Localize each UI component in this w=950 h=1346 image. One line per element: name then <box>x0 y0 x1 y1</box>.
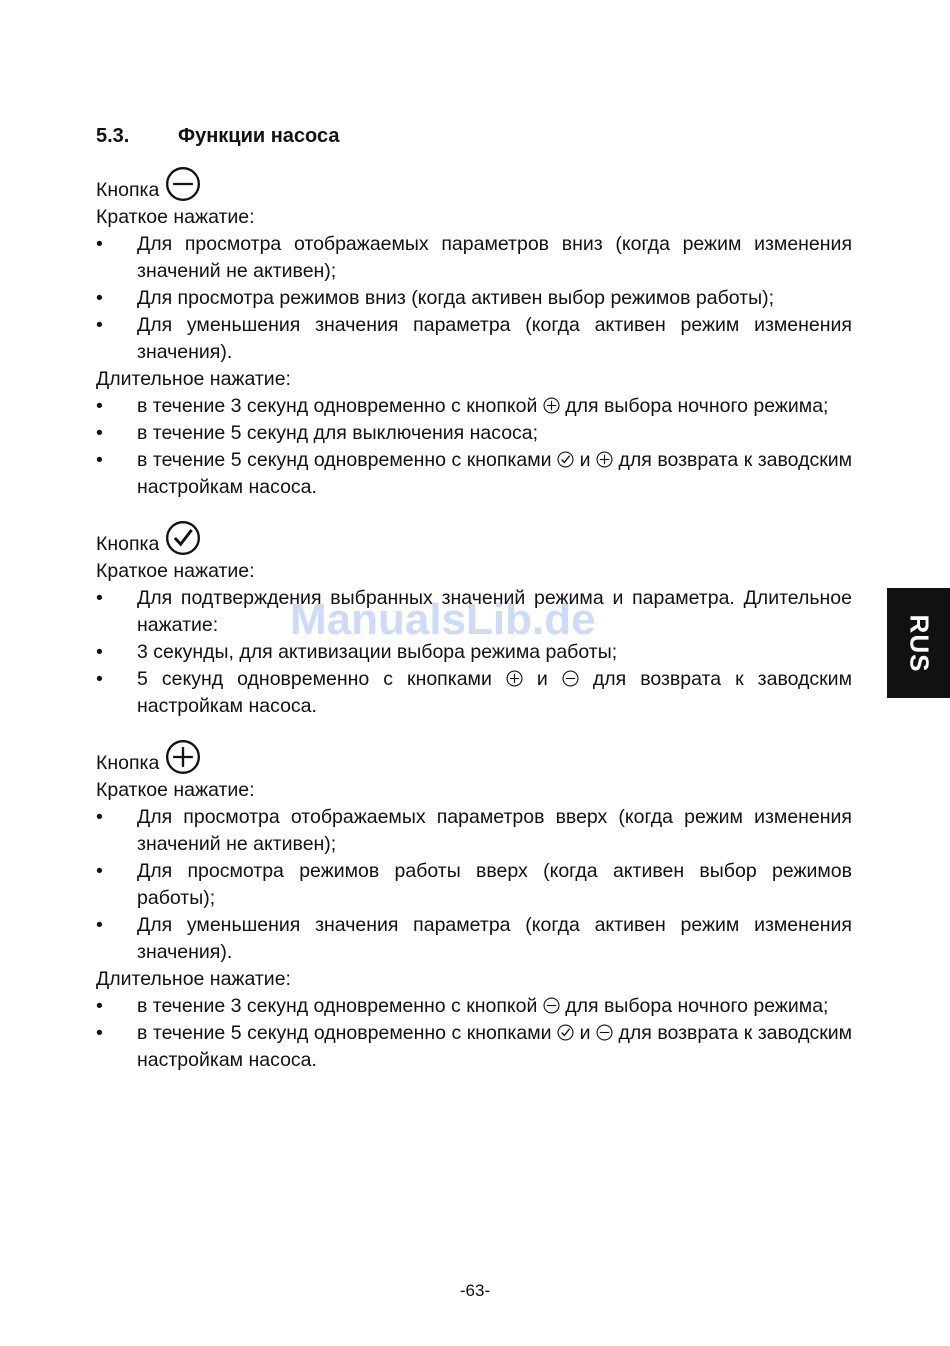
button-heading <box>96 164 852 204</box>
long-press-list <box>96 993 852 1074</box>
list-item <box>96 993 852 1020</box>
plus-circle-icon <box>543 397 560 414</box>
item-text: в течение 5 секунд одновременно с кнопками <box>137 1022 552 1044</box>
list-item: • Для подтверждения выбранных значений режима и параметра. Длительное нажатие: <box>96 585 852 639</box>
button-heading <box>96 518 852 558</box>
check-circle-icon <box>165 520 201 556</box>
list-item <box>96 666 852 720</box>
item-text: для возврата к заводским настройкам насоса. <box>137 1022 853 1071</box>
check-circle-icon <box>557 451 574 468</box>
section-number: 5.3. <box>96 125 130 147</box>
item-text: для возврата к заводским настройкам насоса. <box>137 449 853 498</box>
short-press-label: Краткое нажатие: <box>96 206 255 228</box>
short-press-list <box>96 804 852 966</box>
plus-circle-icon <box>165 739 201 775</box>
item-text: для возврата к заводским настройкам насоса. <box>137 668 852 717</box>
item-text: в течение 5 секунд одновременно с кнопками <box>137 449 552 471</box>
list-item: • Для просмотра режимов работы вверх (когда активен выбор режимов работы); <box>96 858 852 912</box>
section-heading <box>96 122 852 150</box>
item-text: и <box>579 1022 591 1044</box>
section-title: Функции насоса <box>178 125 340 147</box>
page-number: -63- <box>459 1281 491 1300</box>
language-tab <box>887 588 950 698</box>
list-item <box>96 1020 852 1074</box>
short-press-label: Краткое нажатие: <box>96 560 255 582</box>
plus-circle-icon <box>506 670 523 687</box>
item-text: в течение 3 секунд одновременно с кнопкой <box>137 995 538 1017</box>
item-text: для выбора ночного режима; <box>565 395 829 417</box>
list-item <box>96 393 852 420</box>
watermark: ManualsLib.de <box>290 595 596 644</box>
list-item: • в течение 5 секунд для выключения насоса; <box>96 420 852 447</box>
button-label: Кнопка <box>96 752 160 774</box>
short-press-label: Краткое нажатие: <box>96 779 255 801</box>
item-text: в течение 3 секунд одновременно с кнопкой <box>137 395 538 417</box>
list-item <box>96 447 852 501</box>
minus-circle-icon <box>562 670 579 687</box>
long-press-label: Длительное нажатие: <box>96 968 291 990</box>
minus-button-section <box>96 164 852 501</box>
list-item: • Для просмотра отображаемых параметров вверх (когда режим изменения значений не активен); <box>96 804 852 858</box>
item-text: и <box>536 668 548 690</box>
item-text: для выбора ночного режима; <box>565 995 829 1017</box>
item-text: 5 секунд одновременно с кнопками <box>137 668 492 690</box>
button-label: Кнопка <box>96 533 160 555</box>
minus-circle-icon <box>596 1024 613 1041</box>
short-press-list <box>96 231 852 366</box>
list-item: • Для уменьшения значения параметра (когда активен режим изменения значения). <box>96 912 852 966</box>
minus-circle-icon <box>165 166 201 202</box>
long-press-label: Длительное нажатие: <box>96 368 291 390</box>
item-text: и <box>579 449 591 471</box>
list-item: • 3 секунды, для активизации выбора режима работы; <box>96 639 852 666</box>
plus-button-section <box>96 737 852 1074</box>
button-label: Кнопка <box>96 179 160 201</box>
check-circle-icon <box>557 1024 574 1041</box>
button-heading <box>96 737 852 777</box>
long-press-list <box>96 393 852 501</box>
list-item: • Для просмотра отображаемых параметров вниз (когда режим изменения значений не активен); <box>96 231 852 285</box>
list-item: • Для уменьшения значения параметра (когда активен режим изменения значения). <box>96 312 852 366</box>
list-item: • Для просмотра режимов вниз (когда активен выбор режимов работы); <box>96 285 852 312</box>
language-tab-label: RUS <box>904 614 934 672</box>
minus-circle-icon <box>543 997 560 1014</box>
plus-circle-icon <box>596 451 613 468</box>
